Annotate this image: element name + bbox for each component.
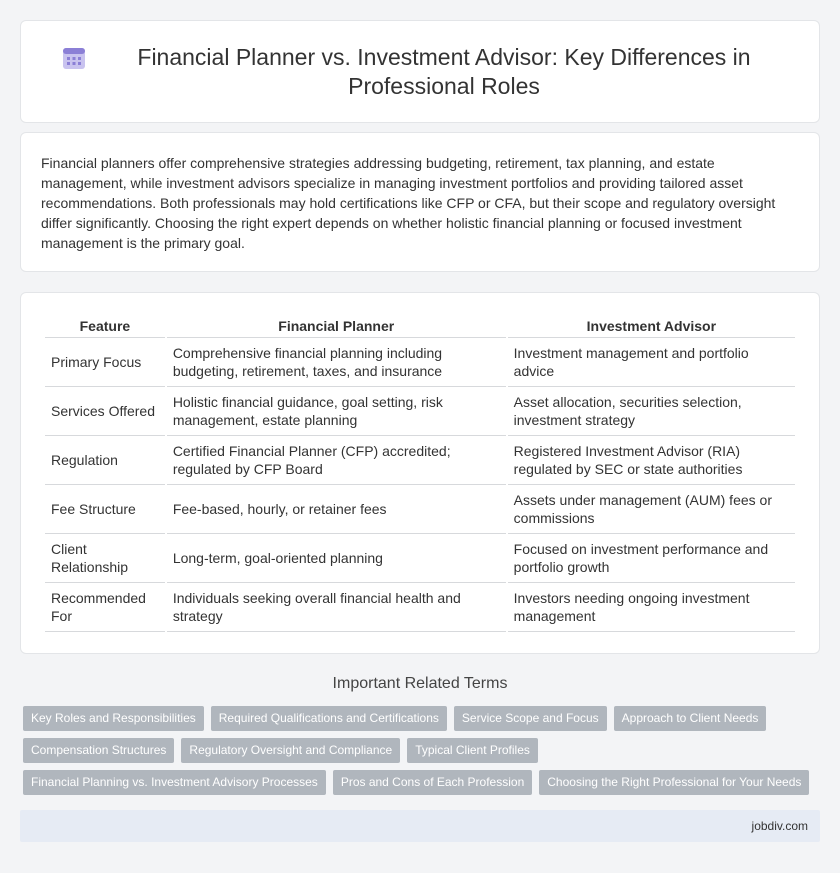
table-row bbox=[45, 338, 795, 387]
financial-planner-cell: Long-term, goal-oriented planning bbox=[167, 534, 506, 583]
intro-paragraph: Financial planners offer comprehensive strategies addressing budgeting, retirement, tax planning, and estate management, while investment advisors specialize in managing investment portfolios and providing tailored asset recommendations. Both professionals may hold certifications like CFP or CFA, but their scope and regulatory oversight differ significantly. Choosing the right expert depends on whether holistic financial planning or focused investment management is the primary goal. bbox=[41, 155, 776, 251]
investment-advisor-cell: Asset allocation, securities selection, investment strategy bbox=[508, 387, 795, 436]
intro-card bbox=[20, 132, 820, 272]
feature-cell: Fee Structure bbox=[45, 485, 165, 534]
related-term-tag[interactable]: Approach to Client Needs bbox=[614, 706, 767, 731]
related-term-tag[interactable]: Regulatory Oversight and Compliance bbox=[181, 738, 400, 763]
related-terms-title: Important Related Terms bbox=[332, 675, 508, 692]
feature-cell: Regulation bbox=[45, 436, 165, 485]
feature-cell: Services Offered bbox=[45, 387, 165, 436]
table-row bbox=[45, 583, 795, 632]
related-terms-tags bbox=[23, 706, 823, 802]
related-term-tag[interactable]: Choosing the Right Professional for Your Needs bbox=[539, 770, 809, 795]
investment-advisor-cell: Registered Investment Advisor (RIA) regulated by SEC or state authorities bbox=[508, 436, 795, 485]
column-header-financial-planner: Financial Planner bbox=[167, 313, 506, 338]
financial-planner-cell: Holistic financial guidance, goal setting, risk management, estate planning bbox=[167, 387, 506, 436]
column-header-investment-advisor: Investment Advisor bbox=[508, 313, 795, 338]
table-row bbox=[45, 534, 795, 583]
table-header-row bbox=[45, 313, 795, 338]
table-row bbox=[45, 436, 795, 485]
table-row bbox=[45, 485, 795, 534]
financial-planner-cell: Individuals seeking overall financial health and strategy bbox=[167, 583, 506, 632]
financial-planner-cell: Certified Financial Planner (CFP) accredited; regulated by CFP Board bbox=[167, 436, 506, 485]
related-term-tag[interactable]: Financial Planning vs. Investment Advisory Processes bbox=[23, 770, 326, 795]
page-title: Financial Planner vs. Investment Advisor: Key Differences in Professional Roles bbox=[137, 43, 751, 99]
comparison-table bbox=[43, 313, 797, 632]
related-term-tag[interactable]: Service Scope and Focus bbox=[454, 706, 607, 731]
calendar-icon bbox=[61, 45, 87, 71]
related-term-tag[interactable]: Pros and Cons of Each Profession bbox=[333, 770, 532, 795]
feature-cell: Primary Focus bbox=[45, 338, 165, 387]
comparison-table-card bbox=[20, 292, 820, 654]
investment-advisor-cell: Focused on investment performance and portfolio growth bbox=[508, 534, 795, 583]
footer-bar bbox=[20, 810, 820, 842]
investment-advisor-cell: Investment management and portfolio advice bbox=[508, 338, 795, 387]
related-term-tag[interactable]: Compensation Structures bbox=[23, 738, 174, 763]
column-header-feature: Feature bbox=[45, 313, 165, 338]
related-term-tag[interactable]: Required Qualifications and Certifications bbox=[211, 706, 447, 731]
table-row bbox=[45, 387, 795, 436]
investment-advisor-cell: Assets under management (AUM) fees or commissions bbox=[508, 485, 795, 534]
header-card bbox=[20, 20, 820, 123]
feature-cell: Recommended For bbox=[45, 583, 165, 632]
investment-advisor-cell: Investors needing ongoing investment management bbox=[508, 583, 795, 632]
financial-planner-cell: Comprehensive financial planning including budgeting, retirement, taxes, and insurance bbox=[167, 338, 506, 387]
financial-planner-cell: Fee-based, hourly, or retainer fees bbox=[167, 485, 506, 534]
footer-site-link[interactable]: jobdiv.com bbox=[751, 819, 808, 833]
feature-cell: Client Relationship bbox=[45, 534, 165, 583]
related-term-tag[interactable]: Typical Client Profiles bbox=[407, 738, 538, 763]
related-term-tag[interactable]: Key Roles and Responsibilities bbox=[23, 706, 204, 731]
